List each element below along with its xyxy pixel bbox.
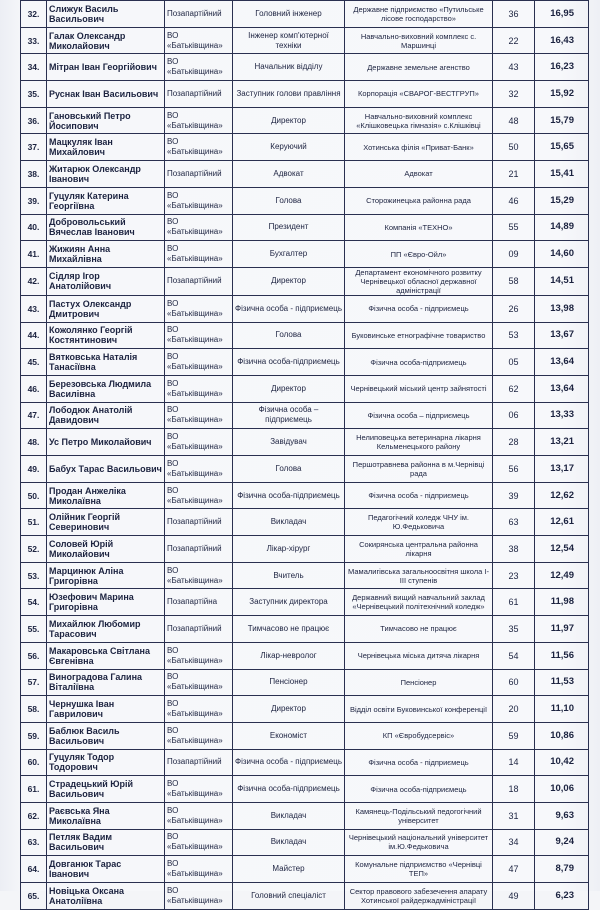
row-number: 63.: [21, 829, 47, 856]
vote-percentage: 15,92: [535, 81, 589, 108]
candidate-name: Пастух Олександр Дмитрович: [47, 295, 165, 322]
vote-percentage: 12,49: [535, 562, 589, 589]
party-affiliation: ВО «Батьківщина»: [165, 27, 233, 54]
row-number: 58.: [21, 696, 47, 723]
candidate-name: Макаровська Світлана Євгенівна: [47, 642, 165, 669]
table-body: [21, 1, 589, 910]
row-number: 51.: [21, 509, 47, 536]
row-number: 46.: [21, 375, 47, 402]
workplace: Першотравнева районна в м.Чернівці рада: [345, 456, 493, 483]
workplace: Чернівецька міська дитяча лікарня: [345, 642, 493, 669]
row-number: 52.: [21, 536, 47, 563]
candidate-name: Слижук Василь Васильович: [47, 1, 165, 28]
age-value: 31: [493, 802, 535, 829]
party-affiliation: Позапартійний: [165, 749, 233, 776]
candidate-name: Ус Петро Миколайович: [47, 429, 165, 456]
vote-percentage: 14,51: [535, 267, 589, 295]
row-number: 38.: [21, 161, 47, 188]
candidate-name: Вятковська Наталія Танасіївна: [47, 349, 165, 376]
vote-percentage: 10,86: [535, 722, 589, 749]
row-number: 33.: [21, 27, 47, 54]
candidate-name: Юзефович Марина Григорівна: [47, 589, 165, 616]
candidate-name: Петляк Вадим Васильович: [47, 829, 165, 856]
party-affiliation: ВО «Батьківщина»: [165, 722, 233, 749]
row-number: 36.: [21, 107, 47, 134]
row-number: 40.: [21, 214, 47, 241]
row-number: 48.: [21, 429, 47, 456]
row-number: 43.: [21, 295, 47, 322]
job-position: Тимчасово не працює: [233, 616, 345, 643]
candidate-name: Березовська Людмила Василівна: [47, 375, 165, 402]
table-row: [21, 267, 589, 295]
vote-percentage: 13,33: [535, 402, 589, 429]
job-position: Фізична особа-підприємець: [233, 776, 345, 803]
table-row: [21, 536, 589, 563]
job-position: Адвокат: [233, 161, 345, 188]
vote-percentage: 16,43: [535, 27, 589, 54]
table-row: [21, 829, 589, 856]
table-row: [21, 856, 589, 883]
party-affiliation: ВО «Батьківщина»: [165, 322, 233, 349]
vote-percentage: 15,79: [535, 107, 589, 134]
job-position: Керуючий: [233, 134, 345, 161]
vote-percentage: 10,42: [535, 749, 589, 776]
party-affiliation: ВО «Батьківщина»: [165, 107, 233, 134]
party-affiliation: ВО «Батьківщина»: [165, 187, 233, 214]
party-affiliation: ВО «Батьківщина»: [165, 482, 233, 509]
vote-percentage: 15,29: [535, 187, 589, 214]
job-position: Економіст: [233, 722, 345, 749]
candidate-name: Михайлюк Любомир Тарасович: [47, 616, 165, 643]
row-number: 45.: [21, 349, 47, 376]
age-value: 26: [493, 295, 535, 322]
table-row: [21, 589, 589, 616]
table-row: [21, 375, 589, 402]
candidate-name: Соловей Юрій Миколайович: [47, 536, 165, 563]
party-affiliation: ВО «Батьківщина»: [165, 241, 233, 268]
workplace: Сектор правового забезечення апарату Хотинської райдержадміністрації: [345, 883, 493, 910]
job-position: Головний спеціаліст: [233, 883, 345, 910]
job-position: Директор: [233, 696, 345, 723]
workplace: Хотинська філія «Приват-Банк»: [345, 134, 493, 161]
candidate-name: Гуцуляк Тодор Тодорович: [47, 749, 165, 776]
party-affiliation: Позапартійний: [165, 81, 233, 108]
table-row: [21, 482, 589, 509]
party-affiliation: ВО «Батьківщина»: [165, 134, 233, 161]
job-position: Директор: [233, 267, 345, 295]
job-position: Фізична особа-підприємець: [233, 482, 345, 509]
row-number: 57.: [21, 669, 47, 696]
job-position: Директор: [233, 107, 345, 134]
candidate-name: Довганюк Тарас Іванович: [47, 856, 165, 883]
table-row: [21, 429, 589, 456]
party-affiliation: Позапартійний: [165, 161, 233, 188]
candidates-table: [20, 0, 589, 910]
table-row: [21, 349, 589, 376]
vote-percentage: 13,64: [535, 349, 589, 376]
vote-percentage: 12,61: [535, 509, 589, 536]
row-number: 34.: [21, 54, 47, 81]
row-number: 44.: [21, 322, 47, 349]
age-value: 36: [493, 1, 535, 28]
candidate-name: Марцинюк Аліна Григорівна: [47, 562, 165, 589]
age-value: 39: [493, 482, 535, 509]
row-number: 54.: [21, 589, 47, 616]
job-position: Голова: [233, 322, 345, 349]
age-value: 34: [493, 829, 535, 856]
age-value: 38: [493, 536, 535, 563]
vote-percentage: 9,24: [535, 829, 589, 856]
table-row: [21, 642, 589, 669]
age-value: 43: [493, 54, 535, 81]
party-affiliation: Позапартійний: [165, 1, 233, 28]
vote-percentage: 13,67: [535, 322, 589, 349]
job-position: Лікар-хірург: [233, 536, 345, 563]
table-row: [21, 322, 589, 349]
vote-percentage: 11,53: [535, 669, 589, 696]
table-row: [21, 616, 589, 643]
vote-percentage: 16,95: [535, 1, 589, 28]
row-number: 41.: [21, 241, 47, 268]
candidate-name: Гановський Петро Йосипович: [47, 107, 165, 134]
candidate-name: Страдецький Юрій Васильович: [47, 776, 165, 803]
vote-percentage: 6,23: [535, 883, 589, 910]
party-affiliation: ВО «Батьківщина»: [165, 883, 233, 910]
candidate-name: Новіцька Оксана Анатоліївна: [47, 883, 165, 910]
workplace: Мамалигівська загальноосвітня школа І-ІІІ ступенів: [345, 562, 493, 589]
candidate-name: Олійник Георгій Северинович: [47, 509, 165, 536]
table-row: [21, 402, 589, 429]
job-position: Фізична особа – підприємець: [233, 402, 345, 429]
row-number: 60.: [21, 749, 47, 776]
vote-percentage: 8,79: [535, 856, 589, 883]
party-affiliation: Позапартійний: [165, 616, 233, 643]
job-position: Бухгалтер: [233, 241, 345, 268]
table-row: [21, 295, 589, 322]
vote-percentage: 13,98: [535, 295, 589, 322]
workplace: Чернівецький міський центр зайнятості: [345, 375, 493, 402]
age-value: 14: [493, 749, 535, 776]
age-value: 50: [493, 134, 535, 161]
candidate-name: Баблюк Василь Васильович: [47, 722, 165, 749]
workplace: Департамент економічного розвитку Чернівецької обласної державної адміністрації: [345, 267, 493, 295]
row-number: 64.: [21, 856, 47, 883]
vote-percentage: 13,17: [535, 456, 589, 483]
table-row: [21, 187, 589, 214]
vote-percentage: 16,23: [535, 54, 589, 81]
workplace: Камянець-Подільський педогогічний університет: [345, 802, 493, 829]
party-affiliation: ВО «Батьківщина»: [165, 402, 233, 429]
party-affiliation: Позапартійна: [165, 589, 233, 616]
party-affiliation: ВО «Батьківщина»: [165, 642, 233, 669]
workplace: Корпорація «СВАРОГ-ВЕСТГРУП»: [345, 81, 493, 108]
table-row: [21, 161, 589, 188]
workplace: Державне земельне агенство: [345, 54, 493, 81]
age-value: 53: [493, 322, 535, 349]
workplace: Буковинське етнографічне товариство: [345, 322, 493, 349]
candidate-name: Житарюк Олександр Іванович: [47, 161, 165, 188]
candidate-name: Сідляр Ігор Анатолійович: [47, 267, 165, 295]
age-value: 63: [493, 509, 535, 536]
party-affiliation: ВО «Батьківщина»: [165, 696, 233, 723]
age-value: 32: [493, 81, 535, 108]
table-row: [21, 883, 589, 910]
party-affiliation: Позапартійний: [165, 509, 233, 536]
age-value: 56: [493, 456, 535, 483]
row-number: 61.: [21, 776, 47, 803]
workplace: Відділ освіти Буковинської конференції: [345, 696, 493, 723]
table-row: [21, 241, 589, 268]
workplace: Фізична особа-підприємець: [345, 349, 493, 376]
job-position: Завідувач: [233, 429, 345, 456]
age-value: 46: [493, 187, 535, 214]
candidate-name: Продан Анжеліка Миколаївна: [47, 482, 165, 509]
workplace: Державне підприємство «Путильське лісове господарство»: [345, 1, 493, 28]
age-value: 35: [493, 616, 535, 643]
table-row: [21, 1, 589, 28]
job-position: Фізична особа - підприємець: [233, 295, 345, 322]
table-row: [21, 722, 589, 749]
row-number: 56.: [21, 642, 47, 669]
party-affiliation: ВО «Батьківщина»: [165, 429, 233, 456]
vote-percentage: 11,56: [535, 642, 589, 669]
age-value: 09: [493, 241, 535, 268]
party-affiliation: ВО «Батьківщина»: [165, 856, 233, 883]
party-affiliation: ВО «Батьківщина»: [165, 829, 233, 856]
workplace: КП «Євробудсервіс»: [345, 722, 493, 749]
workplace: Пенсіонер: [345, 669, 493, 696]
age-value: 49: [493, 883, 535, 910]
row-number: 39.: [21, 187, 47, 214]
age-value: 62: [493, 375, 535, 402]
vote-percentage: 15,41: [535, 161, 589, 188]
table-row: [21, 802, 589, 829]
age-value: 28: [493, 429, 535, 456]
vote-percentage: 12,54: [535, 536, 589, 563]
party-affiliation: ВО «Батьківщина»: [165, 375, 233, 402]
party-affiliation: ВО «Батьківщина»: [165, 802, 233, 829]
workplace: Педагогічний коледж ЧНУ ім. Ю.Федьковича: [345, 509, 493, 536]
candidate-name: Руснак Іван Васильович: [47, 81, 165, 108]
party-affiliation: ВО «Батьківщина»: [165, 349, 233, 376]
candidate-name: Лободюк Анатолій Давидович: [47, 402, 165, 429]
age-value: 05: [493, 349, 535, 376]
vote-percentage: 11,98: [535, 589, 589, 616]
workplace: Адвокат: [345, 161, 493, 188]
workplace: Сторожинецька районна рада: [345, 187, 493, 214]
vote-percentage: 14,60: [535, 241, 589, 268]
job-position: Головний інженер: [233, 1, 345, 28]
job-position: Начальник відділу: [233, 54, 345, 81]
job-position: Президент: [233, 214, 345, 241]
candidate-name: Кожолянко Георгій Костянтинович: [47, 322, 165, 349]
row-number: 35.: [21, 81, 47, 108]
workplace: Фізична особа - підприємець: [345, 749, 493, 776]
party-affiliation: ВО «Батьківщина»: [165, 669, 233, 696]
age-value: 48: [493, 107, 535, 134]
row-number: 62.: [21, 802, 47, 829]
table-row: [21, 107, 589, 134]
row-number: 37.: [21, 134, 47, 161]
table-row: [21, 696, 589, 723]
row-number: 65.: [21, 883, 47, 910]
table-row: [21, 27, 589, 54]
table-row: [21, 54, 589, 81]
table-row: [21, 776, 589, 803]
job-position: Фізична особа-підприємець: [233, 349, 345, 376]
age-value: 59: [493, 722, 535, 749]
job-position: Заступник директора: [233, 589, 345, 616]
workplace: Комунальне підприємство «Чернівці ТЕП»: [345, 856, 493, 883]
candidate-name: Раєвська Яна Миколаївна: [47, 802, 165, 829]
table-row: [21, 81, 589, 108]
workplace: Фізична особа - підприємець: [345, 295, 493, 322]
job-position: Голова: [233, 456, 345, 483]
vote-percentage: 11,10: [535, 696, 589, 723]
workplace: Навчально-виховний комплекс с. Маршинці: [345, 27, 493, 54]
candidate-name: Жижиян Анна Михайлівна: [47, 241, 165, 268]
workplace: Сокирянська центральна районна лікарня: [345, 536, 493, 563]
job-position: Фізична особа - підприємець: [233, 749, 345, 776]
age-value: 22: [493, 27, 535, 54]
job-position: Голова: [233, 187, 345, 214]
workplace: Чернівецький національний університет ім.Ю.Федьковича: [345, 829, 493, 856]
job-position: Інженер комп'ютерної техніки: [233, 27, 345, 54]
job-position: Директор: [233, 375, 345, 402]
workplace: Компанія «ТЕХНО»: [345, 214, 493, 241]
candidate-name: Виноградова Галина Віталіївна: [47, 669, 165, 696]
row-number: 49.: [21, 456, 47, 483]
row-number: 47.: [21, 402, 47, 429]
party-affiliation: ВО «Батьківщина»: [165, 295, 233, 322]
candidate-name: Бабух Тарас Васильович: [47, 456, 165, 483]
job-position: Викладач: [233, 802, 345, 829]
candidate-name: Чернушка Іван Гаврилович: [47, 696, 165, 723]
row-number: 53.: [21, 562, 47, 589]
table-row: [21, 456, 589, 483]
party-affiliation: Позапартійний: [165, 267, 233, 295]
vote-percentage: 15,65: [535, 134, 589, 161]
table-row: [21, 214, 589, 241]
age-value: 61: [493, 589, 535, 616]
vote-percentage: 12,62: [535, 482, 589, 509]
workplace: Державний вищий навчальний заклад «Чернівецький політехнічний коледж»: [345, 589, 493, 616]
table-row: [21, 562, 589, 589]
vote-percentage: 14,89: [535, 214, 589, 241]
workplace: Тимчасово не працює: [345, 616, 493, 643]
row-number: 50.: [21, 482, 47, 509]
candidate-name: Добровольський Вячеслав Іванович: [47, 214, 165, 241]
candidate-name: Галак Олександр Миколайович: [47, 27, 165, 54]
workplace: Навчально-виховний комплекс «Клішковецька гімназія» с.Клішківці: [345, 107, 493, 134]
vote-percentage: 10,06: [535, 776, 589, 803]
age-value: 60: [493, 669, 535, 696]
job-position: Лікар-невролог: [233, 642, 345, 669]
row-number: 32.: [21, 1, 47, 28]
vote-percentage: 11,97: [535, 616, 589, 643]
age-value: 55: [493, 214, 535, 241]
job-position: Заступник голови правління: [233, 81, 345, 108]
table-row: [21, 669, 589, 696]
table-row: [21, 509, 589, 536]
age-value: 18: [493, 776, 535, 803]
vote-percentage: 9,63: [535, 802, 589, 829]
party-affiliation: ВО «Батьківщина»: [165, 214, 233, 241]
row-number: 59.: [21, 722, 47, 749]
candidate-name: Гуцуляк Катерина Георгіївна: [47, 187, 165, 214]
row-number: 42.: [21, 267, 47, 295]
age-value: 54: [493, 642, 535, 669]
age-value: 06: [493, 402, 535, 429]
table-row: [21, 749, 589, 776]
workplace: ПП «Євро-Ойл»: [345, 241, 493, 268]
row-number: 55.: [21, 616, 47, 643]
age-value: 23: [493, 562, 535, 589]
party-affiliation: ВО «Батьківщина»: [165, 776, 233, 803]
age-value: 58: [493, 267, 535, 295]
vote-percentage: 13,21: [535, 429, 589, 456]
workplace: Фізична особа - підприємець: [345, 482, 493, 509]
party-affiliation: Позапартійний: [165, 536, 233, 563]
job-position: Викладач: [233, 509, 345, 536]
job-position: Викладач: [233, 829, 345, 856]
party-affiliation: ВО «Батьківщина»: [165, 54, 233, 81]
age-value: 21: [493, 161, 535, 188]
vote-percentage: 13,64: [535, 375, 589, 402]
party-affiliation: ВО «Батьківщина»: [165, 562, 233, 589]
table-row: [21, 134, 589, 161]
workplace: Фізична особа – підприємець: [345, 402, 493, 429]
workplace: Фізична особа-підприємець: [345, 776, 493, 803]
job-position: Вчитель: [233, 562, 345, 589]
party-affiliation: ВО «Батьківщина»: [165, 456, 233, 483]
workplace: Нелиповецька ветеринарна лікарня Кельменецького району: [345, 429, 493, 456]
job-position: Пенсіонер: [233, 669, 345, 696]
job-position: Майстер: [233, 856, 345, 883]
age-value: 20: [493, 696, 535, 723]
age-value: 47: [493, 856, 535, 883]
candidate-name: Мацкуляк Іван Михайлович: [47, 134, 165, 161]
candidate-name: Мітран Іван Георгійович: [47, 54, 165, 81]
